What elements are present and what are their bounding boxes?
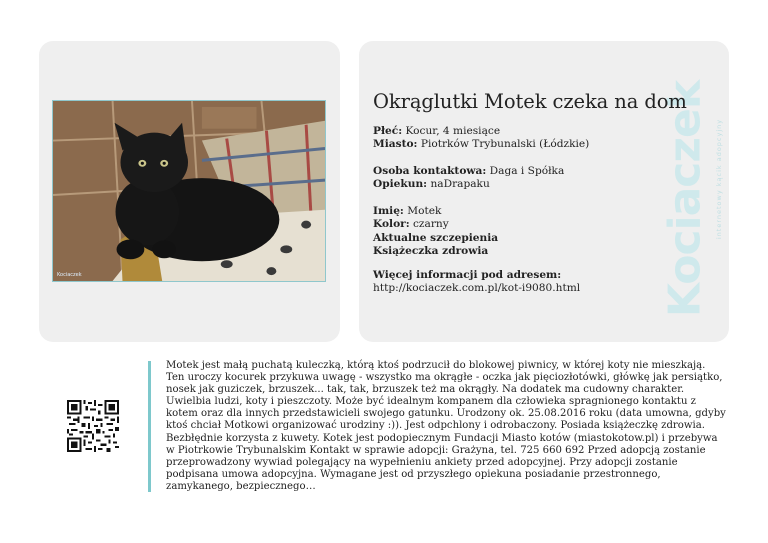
- contact-info: [373, 165, 564, 192]
- location-label: Miasto:: [373, 138, 418, 151]
- photo-card: [39, 41, 340, 342]
- health-book-row: [373, 245, 498, 258]
- contact-person-label: Osoba kontaktowa:: [373, 165, 487, 177]
- location-row: [373, 138, 589, 151]
- contact-person-value: Daga i Spółka: [489, 165, 565, 177]
- color-label: Kolor:: [373, 218, 410, 231]
- sex-value: Kocur, 4 miesiące: [405, 125, 501, 137]
- accent-divider: [148, 361, 151, 492]
- location-value: Piotrków Trybunalski (Łódzkie): [420, 138, 590, 151]
- contact-person-row: [373, 165, 564, 178]
- description-text: Motek jest małą puchatą kuleczką, którą ktoś podrzucił do blokowej piwnicy, w której koty nie mieszkają. Ten uroczy kocurek przykuwa uwagę - wszystko ma okrągłe - oczka jak pięciozłotówki, główkę jak persiątko, nosek jak guziczek, brzuszek... tak, tak, brzuszek też ma okrągły. Na dodatek ma cudowny charakter. Uwielbia ludzi, koty i pieszczoty. Może być idealnym kompanem dla człowieka spragnionego kontaktu z kotem oraz dla innych przedstawicieli swojego gatunku. Urodzony ok. 25.08.2016 roku (data umowna, gdyby ktoś chciał Motkowi organizować urodziny :)). Jest odpchlony i odrobaczony. Posiada książeczkę zdrowia. Bezbłędnie korzysta z kuwety. Kotek jest podopiecznym Fundacji Miasto kotów (miastokotow.pl) i przebywa w Piotrkowie Trybunalskim Kontakt w sprawie adopcji: Grażyna, tel. 725 660 692 Przed adopcją zostanie przeprowadzony wywiad polegający na wypełnieniu ankiety przed adopcyjnej. Przy adopcji zostanie podpisana umowa adopcyjna. Wymagane jest od przyszłego opiekuna posiadanie przestronnego, zamykanego, bezpiecznego…: [166, 360, 726, 492]
- name-row: [373, 205, 498, 218]
- qr-code-image: [67, 400, 119, 452]
- logo-tagline: internetowy kącik adopcyjny: [715, 118, 723, 240]
- logo-text: Kociaczek: [659, 80, 711, 318]
- health-book-label: Książeczka zdrowia: [373, 244, 489, 257]
- color-value: czarny: [413, 218, 449, 231]
- info-card: [359, 41, 729, 342]
- guardian-label: Opiekun:: [373, 178, 428, 191]
- color-row: [373, 218, 498, 231]
- sex-row: [373, 125, 589, 138]
- vaccinations-row: [373, 232, 498, 245]
- black-kitten-image: [53, 101, 325, 281]
- more-info-label: Więcej informacji pod adresem:: [373, 269, 562, 281]
- name-value: Motek: [407, 205, 442, 217]
- photo-watermark: Kociaczek: [57, 272, 82, 278]
- sex-label: Płeć:: [373, 125, 403, 137]
- guardian-value: naDrapaku: [430, 178, 490, 191]
- ad-title: Okrąglutki Motek czeka na dom: [373, 90, 687, 113]
- guardian-row: [373, 178, 564, 191]
- cat-details: [373, 205, 498, 258]
- more-info-url[interactable]: http://kociaczek.com.pl/kot-i9080.html: [373, 282, 581, 295]
- vaccinations-label: Aktualne szczepienia: [373, 231, 499, 244]
- more-info: [373, 269, 580, 296]
- qr-code: [67, 400, 119, 452]
- basic-info: [373, 125, 589, 152]
- name-label: Imię:: [373, 205, 404, 217]
- cat-photo: [52, 100, 326, 282]
